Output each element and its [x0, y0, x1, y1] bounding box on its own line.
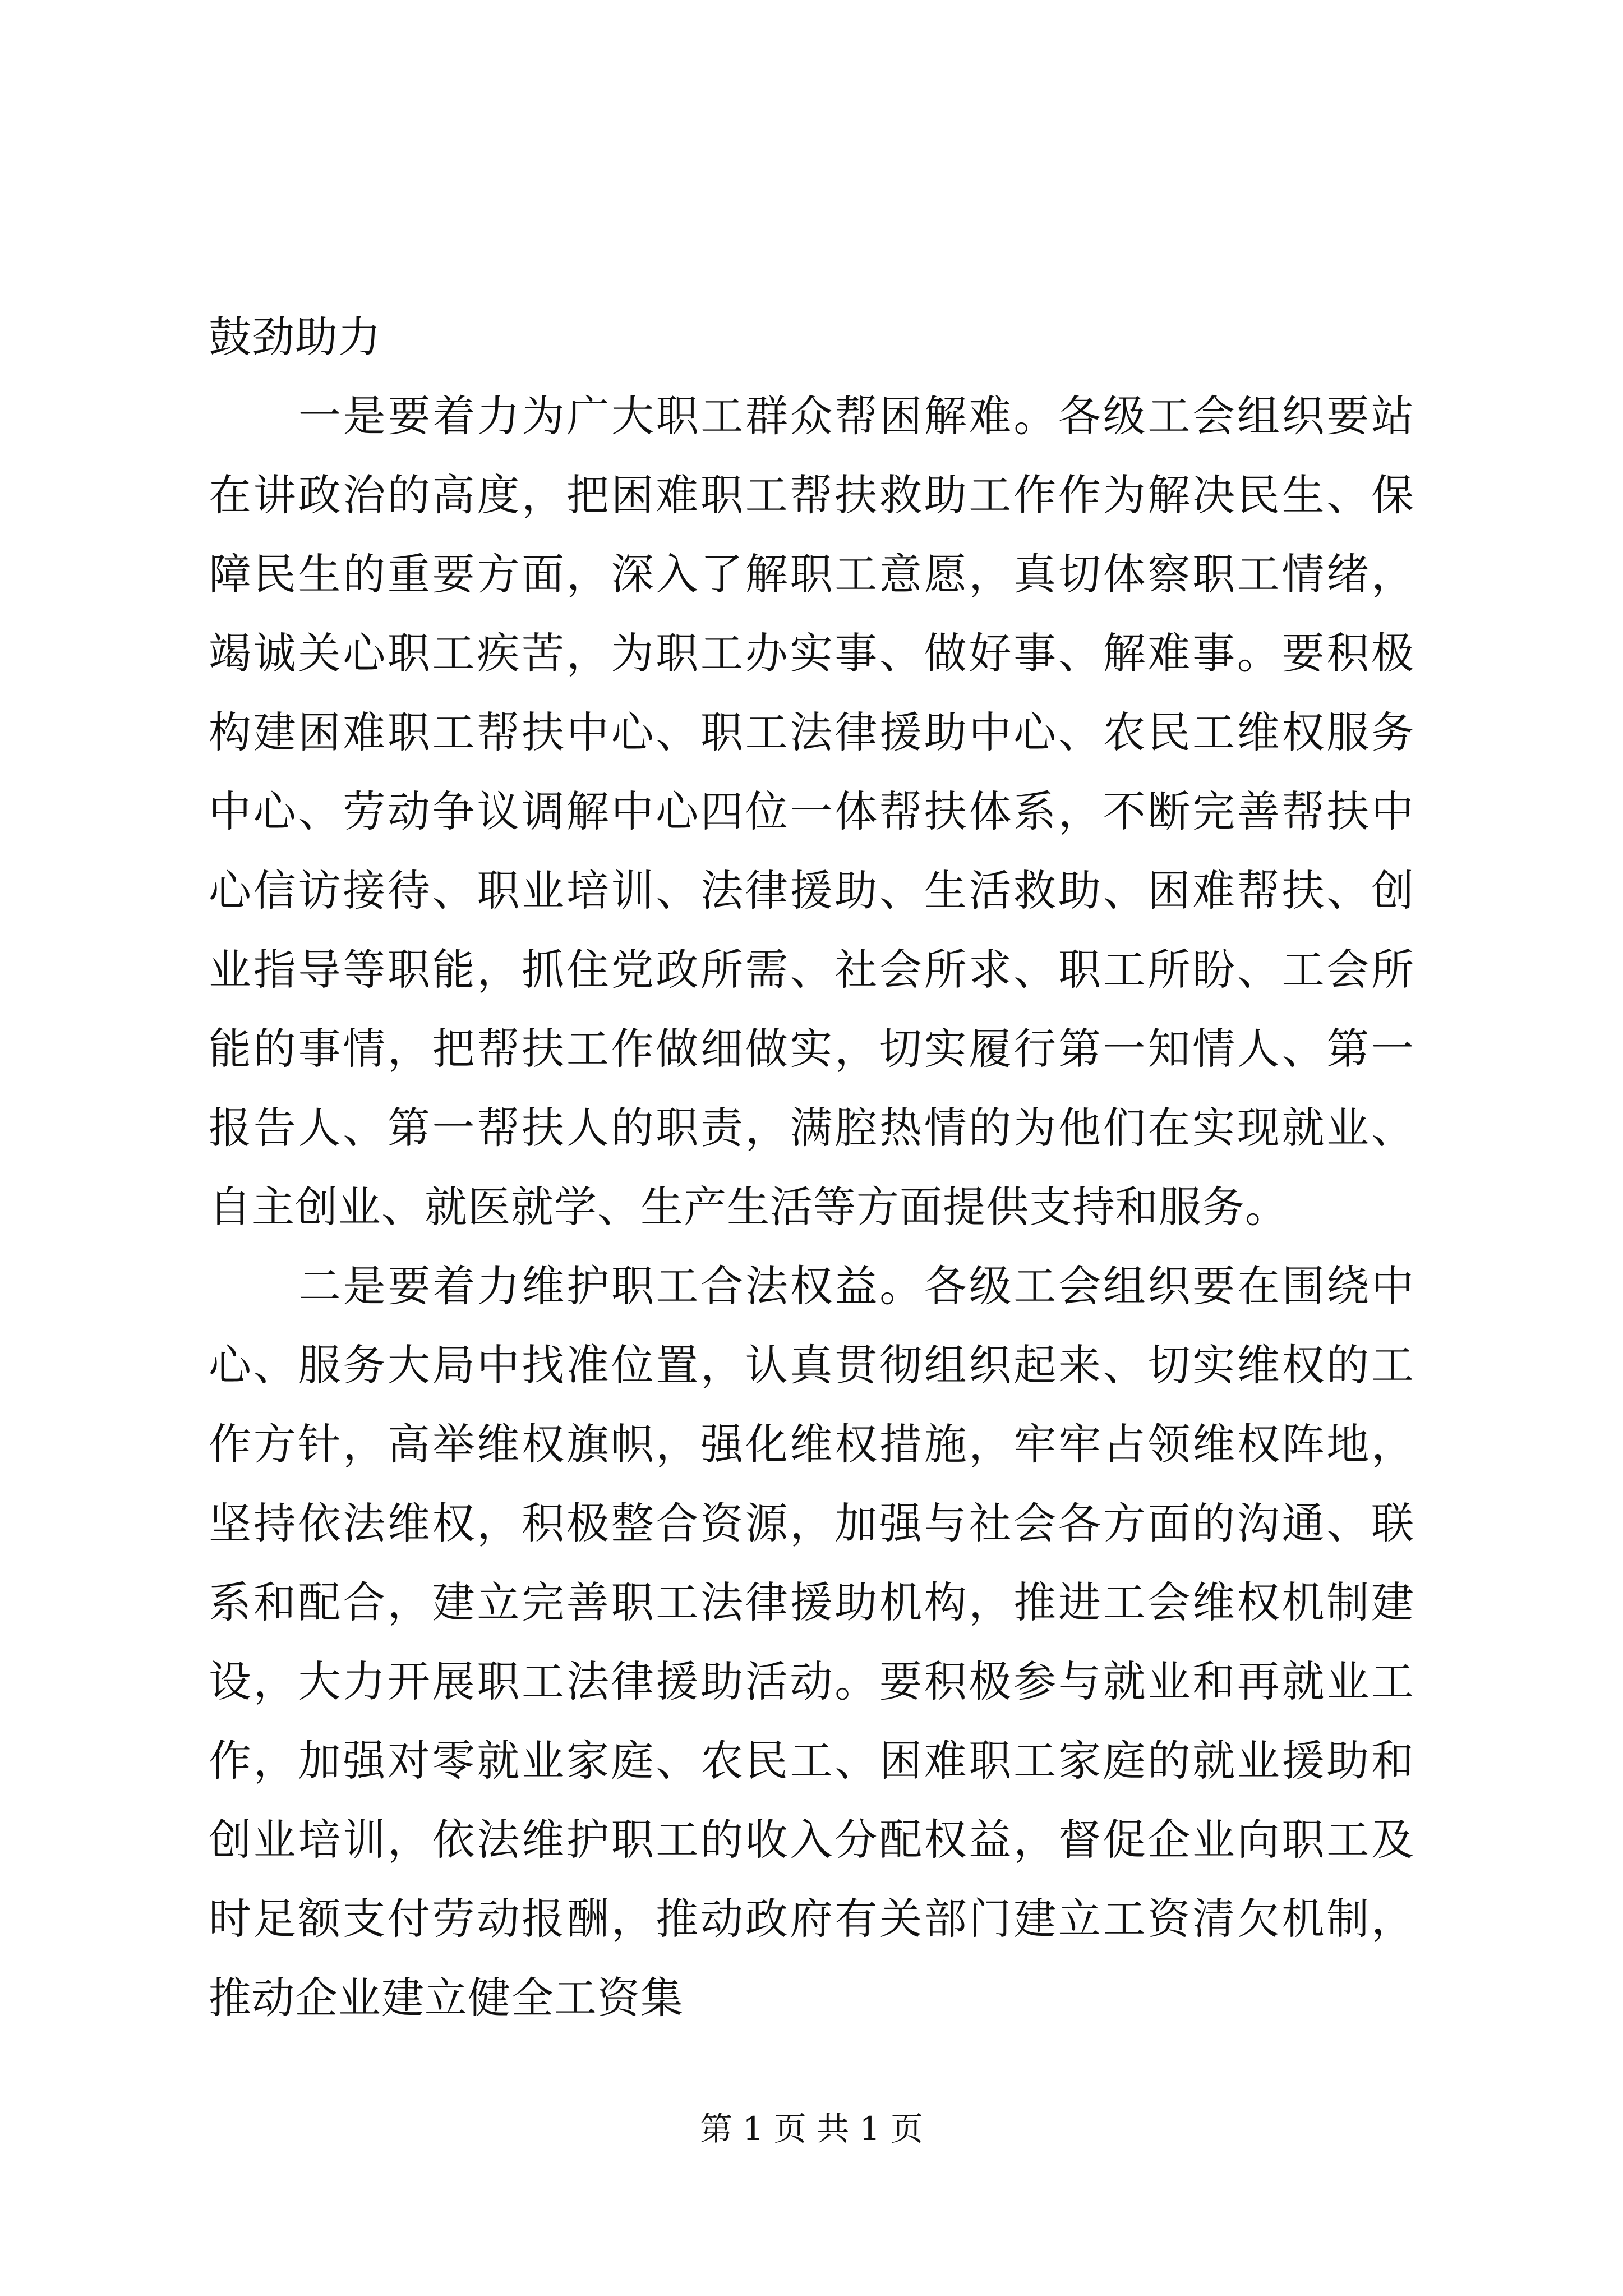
page-number-footer: 第 1 页 共 1 页: [700, 2110, 923, 2148]
paragraph-protect-rights: 二是要着力维护职工合法权益。各级工会组织要在围绕中心、服务大局中找准位置，认真贯彻组织起来、切实维权的工作方针，高举维权旗帜，强化维权措施，牢牢占领维权阵地，坚持依法维权，积极整合资源，加强与社会各方面的沟通、联系和配合，建立完善职工法律援助机构，推进工会维权机制建设，大力开展职工法律援助活动。要积极参与就业和再就业工作，加强对零就业家庭、农民工、困难职工家庭的就业援助和创业培训，依法维护职工的收入分配权益，督促企业向职工及时足额支付劳动报酬，推动政府有关部门建立工资清欠机制，推动企业建立健全工资集: [209, 1261, 1414, 2023]
document-body: [209, 297, 1414, 2037]
paragraph-help-workers: 一是要着力为广大职工群众帮困解难。各级工会组织要站在讲政治的高度，把困难职工帮扶救助工作作为解决民生、保障民生的重要方面，深入了解职工意愿，真切体察职工情绪，竭诚关心职工疾苦，为职工办实事、做好事、解难事。要积极构建困难职工帮扶中心、职工法律援助中心、农民工维权服务中心、劳动争议调解中心四位一体帮扶体系，不断完善帮扶中心信访接待、职业培训、法律援助、生活救助、困难帮扶、创业指导等职能，抓住党政所需、社会所求、职工所盼、工会所能的事情，把帮扶工作做细做实，切实履行第一知情人、第一报告人、第一帮扶人的职责，满腔热情的为他们在实现就业、自主创业、就医就学、生产生活等方面提供支持和服务。: [209, 391, 1414, 1232]
paragraph-continuation: 鼓劲助力: [209, 312, 381, 362]
